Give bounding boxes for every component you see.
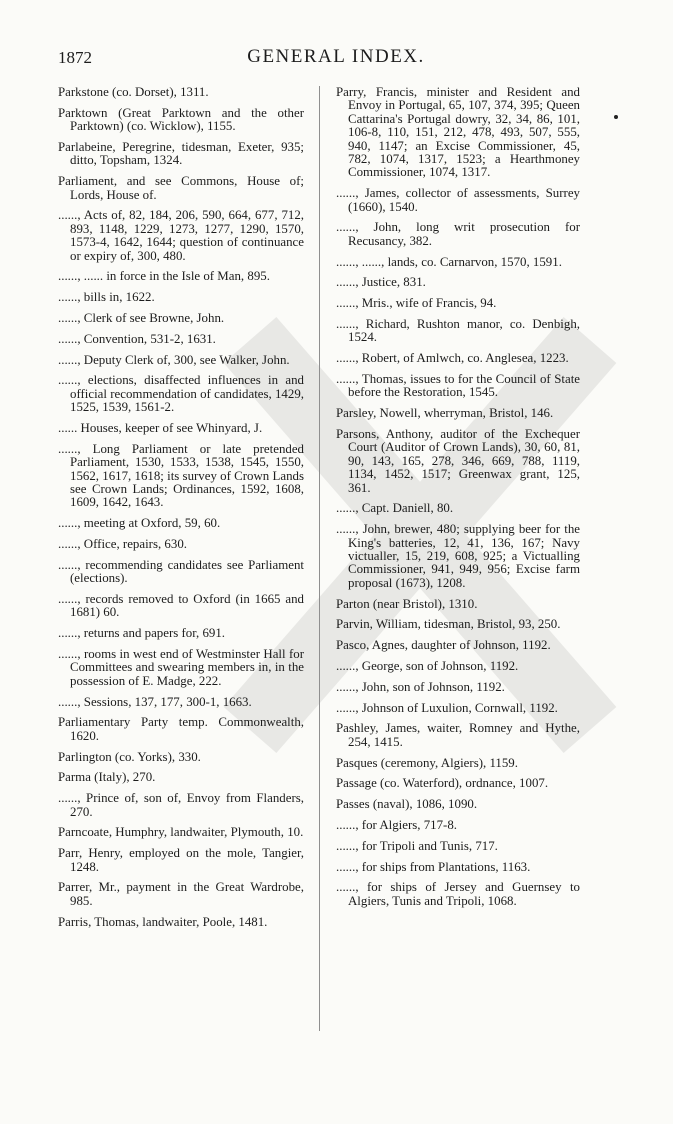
index-entry: ...... Houses, keeper of see Whinyard, J.	[58, 421, 263, 436]
index-entry: ......, for Tripoli and Tunis, 717.	[336, 838, 498, 853]
index-entry: ......, James, collector of assessments, Surrey (1660), 1540.	[336, 186, 580, 214]
index-entry: ......, Convention, 531-2, 1631.	[58, 331, 216, 346]
index-entry: ......, elections, disaffected influences in and official recommendation of candidates, 1429, 1525, 1539, 1561-2.	[58, 373, 304, 415]
index-entry: ......, Long Parliament or late pretended Parliament, 1530, 1533, 1538, 1545, 1550, 1562, 1617, 1618; its survey of Crown Lands see Crown Lands; Ordinances, 1592, 1608, 1609, 1642, 1643.	[58, 441, 304, 510]
index-entry: ......, Sessions, 137, 177, 300-1, 1663.	[58, 694, 252, 709]
index-entry: ......, Capt. Daniell, 80.	[336, 501, 454, 516]
index-entry: ......, for Algiers, 717-8.	[336, 818, 458, 833]
index-entry: ......, Robert, of Amlwch, co. Anglesea, 1223.	[336, 351, 569, 366]
index-entry: ......, Johnson of Luxulion, Cornwall, 1192.	[336, 700, 558, 715]
index-entry: ......, meeting at Oxford, 59, 60.	[58, 516, 221, 531]
index-entry: Pashley, James, waiter, Romney and Hythe, 254, 1415.	[336, 721, 580, 749]
index-entry: ......, Prince of, son of, Envoy from Flanders, 270.	[58, 791, 304, 819]
index-entry: ......, recommending candidates see Parliament (elections).	[58, 557, 304, 586]
index-entry: ......, Richard, Rushton manor, co. Denbigh, 1524.	[336, 317, 580, 345]
index-entry: ......, Mris., wife of Francis, 94.	[336, 296, 497, 311]
index-entry: Parton (near Bristol), 1310.	[336, 596, 478, 611]
index-entry: Pasco, Agnes, daughter of Johnson, 1192.	[336, 638, 551, 653]
index-entry: ......, John, son of Johnson, 1192.	[336, 679, 505, 694]
index-entry: Passes (naval), 1086, 1090.	[336, 797, 478, 812]
index-entry: ......, John, long writ prosecution for Recusancy, 382.	[336, 220, 580, 248]
index-entry: ......, rooms in west end of Westminster Hall for Committees and swearing members in, in the possession of E. Madge, 222.	[58, 647, 304, 688]
running-title: GENERAL INDEX.	[247, 46, 425, 67]
index-entry: ......, Thomas, issues to for the Council of State before the Restoration, 1545.	[336, 372, 580, 400]
index-entry: Parris, Thomas, landwaiter, Poole, 1481.	[58, 914, 268, 929]
index-entry: ......, ...... in force in the Isle of Man, 895.	[58, 269, 270, 284]
index-entry: Passage (co. Waterford), ordnance, 1007.	[336, 776, 549, 791]
page-number: 1872	[58, 48, 92, 67]
page-header	[58, 44, 614, 74]
index-entry: ......, for ships of Jersey and Guernsey to Algiers, Tunis and Tripoli, 1068.	[336, 880, 580, 908]
index-entry: ......, for ships from Plantations, 1163.	[336, 859, 531, 874]
right-column	[336, 86, 580, 908]
left-column	[58, 86, 304, 929]
index-entry: ......, John, brewer, 480; supplying beer for the King's batteries, 12, 41, 136, 167; Navy victualler, 15, 219, 608, 925; a Victualling Commissioner, 941, 949, 956; Excise farm proposal (1673), 1208.	[336, 522, 580, 590]
index-entry: Parrer, Mr., payment in the Great Wardrobe, 985.	[58, 880, 304, 908]
index-entry: Parsons, Anthony, auditor of the Exchequer Court (Auditor of Crown Lands), 30, 60, 81, 90, 143, 165, 278, 346, 669, 788, 1119, 1134, 1452, 1517; Greenwax grant, 125, 361.	[336, 427, 580, 495]
index-entry: Parliament, and see Commons, House of; Lords, House of.	[58, 174, 304, 202]
index-entry: Parktown (Great Parktown and the other Parktown) (co. Wicklow), 1155.	[58, 105, 304, 134]
index-entry: ......, George, son of Johnson, 1192.	[336, 659, 519, 674]
index-entry: ......, Office, repairs, 630.	[58, 537, 187, 552]
index-entry: Parry, Francis, minister and Resident and Envoy in Portugal, 65, 107, 374, 395; Queen Cattarina's Portugal dowry, 32, 34, 86, 101, 106-8, 110, 151, 212, 478, 493, 507, 555, 940, 1147; an Excise Commissioner, 45, 782, 1074, 1317, 1523; a Hearthmoney Commissioner, 1074, 1317.	[336, 85, 580, 180]
index-entry: Pasques (ceremony, Algiers), 1159.	[336, 755, 518, 770]
index-entry: Parma (Italy), 270.	[58, 770, 156, 785]
column-divider	[319, 86, 320, 1031]
index-entry: ......, Deputy Clerk of, 300, see Walker, John.	[58, 352, 290, 367]
index-entry: Parr, Henry, employed on the mole, Tangier, 1248.	[58, 846, 304, 874]
index-entry: ......, ......, lands, co. Carnarvon, 1570, 1591.	[336, 254, 562, 269]
index-entry: ......, Justice, 831.	[336, 275, 426, 290]
index-entry: Parliamentary Party temp. Commonwealth, 1620.	[58, 715, 304, 743]
index-entry: ......, bills in, 1622.	[58, 290, 155, 305]
index-entry: Parsley, Nowell, wherryman, Bristol, 146.	[336, 406, 554, 421]
index-entry: Parlington (co. Yorks), 330.	[58, 749, 201, 764]
index-entry: ......, Acts of, 82, 184, 206, 590, 664, 677, 712, 893, 1148, 1229, 1273, 1277, 1290, 1570, 1573-4, 1642, 1644; question of continuance or expiry of, 300, 480.	[58, 208, 304, 263]
index-entry: ......, records removed to Oxford (in 1665 and 1681) 60.	[58, 592, 304, 620]
index-entry: Parkstone (co. Dorset), 1311.	[58, 85, 209, 99]
index-entry: ......, returns and papers for, 691.	[58, 626, 226, 641]
index-entry: Parvin, William, tidesman, Bristol, 93, 250.	[336, 617, 561, 632]
index-entry: Parncoate, Humphry, landwaiter, Plymouth, 10.	[58, 825, 304, 840]
index-entry: ......, Clerk of see Browne, John.	[58, 311, 225, 326]
index-entry: Parlabeine, Peregrine, tidesman, Exeter, 935; ditto, Topsham, 1324.	[58, 140, 304, 168]
stray-dot	[614, 115, 618, 119]
